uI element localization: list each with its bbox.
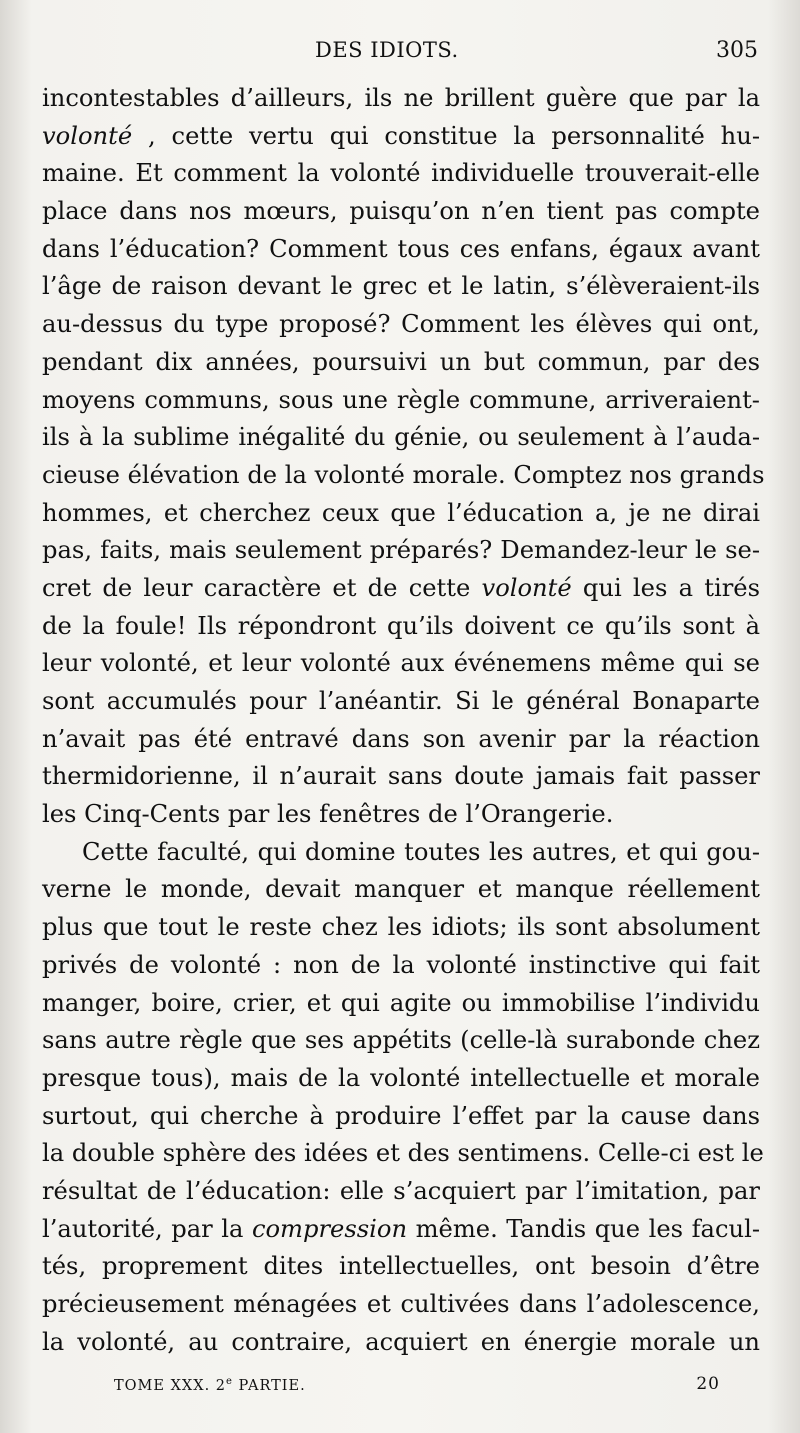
text-line: au-dessus du type proposé? Comment les élèves qui ont, [42, 310, 760, 339]
text-line: ils à la sublime inégalité du génie, ou seulement à l’auda- [42, 423, 760, 452]
text-line: hommes, et cherchez ceux que l’éducation a, je ne dirai [42, 498, 760, 527]
text-line: précieusement ménagées et cultivées dans l’adolescence, [42, 1290, 760, 1318]
sheet-number: 20 [696, 1374, 720, 1394]
text-line: cieuse élévation de la volonté morale. Comptez nos grands [42, 460, 765, 489]
text-line: sont accumulés pour l’anéantir. Si le général Bonaparte [42, 687, 760, 715]
text-line: maine. Et comment la volonté individuelle trouverait-elle [42, 159, 760, 188]
signature-text: TOME XXX. 2 [114, 1377, 227, 1394]
text-line: place dans nos mœurs, puisqu’on n’en tient pas compte [42, 197, 760, 226]
page-header [40, 38, 760, 74]
text-line: la double sphère des idées et des sentimens. Celle-ci est le [42, 1139, 764, 1168]
text-line: verne le monde, devait manquer et manque réellement [42, 875, 760, 904]
page-footer [114, 1374, 720, 1400]
text-line: cret de leur caractère et de cette volonté qui les a tirés [42, 573, 760, 602]
text-line: Cette faculté, qui domine toutes les autres, et qui gou- [82, 837, 760, 866]
text-line: plus que tout le reste chez les idiots; ils sont absolument [42, 913, 760, 942]
printer-signature [114, 1376, 306, 1394]
emphasis: compression [251, 1214, 408, 1243]
text-line: volonté , cette vertu qui constitue la personnalité hu- [42, 121, 760, 150]
text-line: l’âge de raison devant le grec et le latin, s’élèveraient-ils [42, 272, 760, 301]
signature-superscript: e [226, 1376, 233, 1387]
text-line: résultat de l’éducation: elle s’acquiert par l’imitation, par [42, 1176, 760, 1205]
paragraph-1 [42, 80, 765, 834]
text-line: incontestables d’ailleurs, ils ne brillent guère que par la [42, 84, 760, 112]
emphasis: volonté [42, 121, 133, 150]
paragraph-2 [42, 834, 764, 1362]
text-line: pas, faits, mais seulement préparés? Demandez-leur le se- [42, 536, 760, 565]
running-title: DES IDIOTS. [315, 38, 459, 62]
text-line: pendant dix années, poursuivi un but commun, par des [42, 347, 760, 376]
text-line: de la foule! Ils répondront qu’ils doivent ce qu’ils sont à [42, 611, 760, 640]
text-line: dans l’éducation? Comment tous ces enfans, égaux avant [42, 234, 760, 263]
text-line: moyens communs, sous une règle commune, arriveraient- [42, 385, 760, 414]
text-line: la volonté, au contraire, acquiert en énergie morale un [42, 1327, 760, 1356]
text-line: n’avait pas été entravé dans son avenir par la réaction [42, 724, 760, 753]
text-line: tés, proprement dites intellectuelles, ont besoin d’être [42, 1252, 760, 1281]
text-line: presque tous), mais de la volonté intellectuelle et morale [42, 1063, 760, 1092]
text-line: leur volonté, et leur volonté aux événemens même qui se [42, 649, 760, 678]
text-line: les Cinq-Cents par les fenêtres de l’Orangerie. [42, 800, 614, 829]
text-line: privés de volonté : non de la volonté instinctive qui fait [42, 950, 760, 979]
text-line: surtout, qui cherche à produire l’effet par la cause dans [42, 1101, 760, 1130]
body-text [42, 80, 765, 1361]
text-line: thermidorienne, il n’aurait sans doute jamais fait passer [42, 762, 760, 791]
signature-suffix: PARTIE. [232, 1377, 306, 1394]
text-line: manger, boire, crier, et qui agite ou immobilise l’individu [42, 988, 760, 1017]
emphasis: volonté [481, 573, 572, 602]
text-line: l’autorité, par la compression même. Tandis que les facul- [42, 1214, 760, 1243]
page-number: 305 [716, 38, 758, 63]
text-line: sans autre règle que ses appétits (celle-là surabonde chez [42, 1026, 760, 1055]
